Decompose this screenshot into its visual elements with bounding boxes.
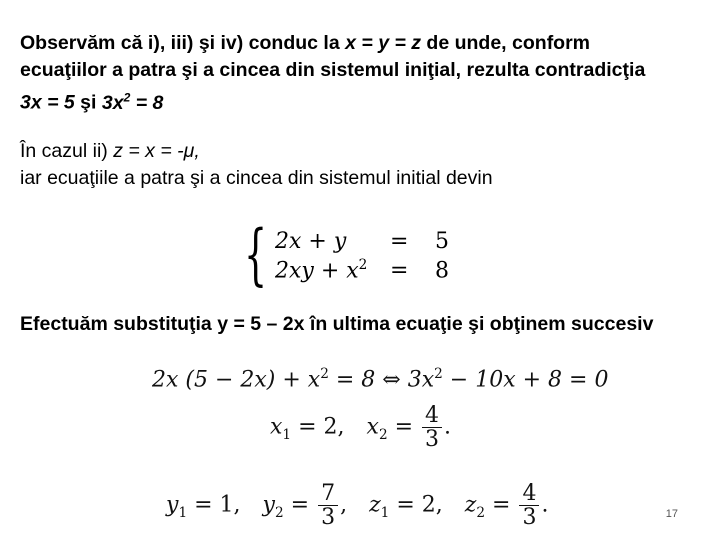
system-lhs xyxy=(275,257,390,283)
text-span: . xyxy=(541,492,549,518)
equation-3x2-8 xyxy=(102,92,164,114)
paragraph-observation xyxy=(20,30,645,117)
text-span: = xyxy=(485,492,518,518)
subscript: 2 xyxy=(274,504,284,521)
exponent: 2 xyxy=(434,366,443,382)
text-span: În cazul ii) xyxy=(20,140,114,162)
paragraph-line: Efectuăm substituţia y = 5 – 2x în ultima ecuaţie şi obţinem succesiv xyxy=(20,313,654,335)
subscript: 2 xyxy=(476,504,486,521)
text-span: = 1, xyxy=(187,492,241,518)
yz-solutions xyxy=(166,482,548,529)
subscript: 2 xyxy=(378,426,388,443)
paragraph-case-ii xyxy=(20,138,493,192)
system-lhs xyxy=(275,229,390,254)
exponent: 2 xyxy=(123,90,131,104)
equation-3x-5: 3x = 5 xyxy=(20,91,75,114)
system-rhs: 5 xyxy=(435,229,449,254)
text-span: de unde, conform xyxy=(421,32,591,54)
variable: x xyxy=(270,414,283,440)
denominator: 3 xyxy=(522,505,537,531)
denominator: 3 xyxy=(425,427,440,453)
page-number: 17 xyxy=(665,508,678,520)
text-span: = xyxy=(283,492,317,518)
text-span: − 10x + 8 = 0 xyxy=(442,367,609,393)
numerator: 4 xyxy=(422,404,442,428)
subscript: 1 xyxy=(380,504,390,521)
fraction-7-3 xyxy=(318,482,338,529)
equals-sign: = xyxy=(390,229,409,254)
text-span: = 8 xyxy=(130,91,164,114)
equation-xyz: x = y = z xyxy=(345,32,422,54)
numerator: 4 xyxy=(519,482,539,506)
variable: y xyxy=(262,492,275,518)
exponent: 2 xyxy=(320,366,329,382)
paragraph-line: iar ecuaţiile a patra şi a cincea din sistemul initial devin xyxy=(20,167,493,189)
text-span: 3x xyxy=(101,91,124,114)
system-rhs: 8 xyxy=(435,258,449,284)
text-span: . xyxy=(444,414,452,440)
text-span: , xyxy=(340,492,348,518)
text-span: = 8 ⇔ 3x xyxy=(328,367,435,393)
subscript: 1 xyxy=(282,426,292,443)
text-span: şi xyxy=(74,91,102,114)
exponent: 2 xyxy=(358,257,368,273)
text-span: 2xy + x xyxy=(275,258,359,284)
variable: x xyxy=(366,414,379,440)
system-row-1 xyxy=(275,229,449,254)
text-span: 2x + y xyxy=(275,229,347,254)
paragraph-line: ecuaţiilor a patra şi a cincea din sistemul iniţial, rezulta contradicţia xyxy=(20,59,646,81)
fraction-4-3 xyxy=(519,482,539,529)
paragraph-line xyxy=(20,30,645,57)
denominator: 3 xyxy=(321,505,336,531)
contradiction-line xyxy=(20,84,645,117)
system-row-2 xyxy=(275,257,449,283)
equation-z-x-mu: z = x = -μ, xyxy=(113,140,200,162)
text-span: 2x (5 − 2x) + x xyxy=(152,367,321,393)
x-solutions xyxy=(270,404,451,451)
text-span: = 2, xyxy=(389,492,443,518)
fraction-4-3 xyxy=(422,404,442,451)
text-span: Observăm că i), iii) şi iv) conduc la xyxy=(20,32,346,54)
variable: z xyxy=(464,492,477,518)
system-brace: { xyxy=(244,216,268,293)
variable: y xyxy=(166,492,179,518)
equals-sign: = xyxy=(390,258,409,284)
variable: z xyxy=(369,492,381,518)
paragraph-substitution xyxy=(20,311,653,338)
text-span: = 2, xyxy=(291,414,345,440)
quadratic-equation xyxy=(152,366,608,392)
paragraph-line xyxy=(20,138,493,165)
text-span: = xyxy=(387,414,421,440)
subscript: 1 xyxy=(178,504,188,521)
numerator: 7 xyxy=(318,482,338,506)
